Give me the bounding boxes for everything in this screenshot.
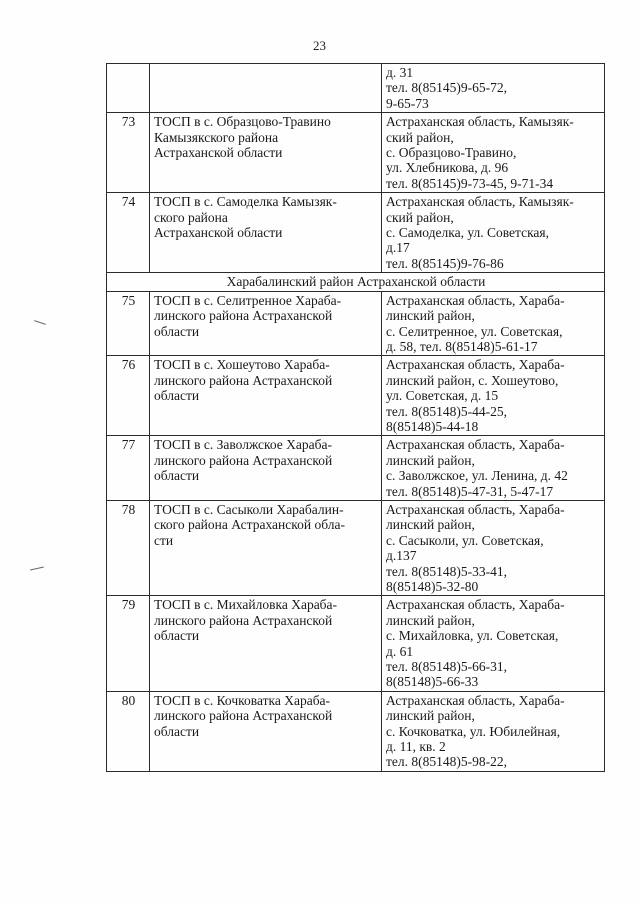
entry-number: 73: [107, 113, 150, 193]
entry-address-line: линский район, с. Хошеутово,: [386, 372, 559, 388]
entry-number: 78: [107, 500, 150, 595]
entry-address-line: линский район,: [386, 517, 475, 533]
entry-address-line: тел. 8(85148)5-47-31, 5-47-17: [386, 483, 554, 499]
entry-name-line: области: [154, 468, 200, 484]
registry-table: [106, 63, 605, 772]
entry-name-line: области: [154, 388, 200, 404]
entry-address-cell: [382, 356, 605, 436]
entry-address-line: с. Заволжское, ул. Ленина, д. 42: [386, 468, 568, 484]
entry-name-cell: [150, 113, 382, 193]
entry-name-cell: [150, 436, 382, 501]
entry-address-line: 8(85148)5-32-80: [386, 579, 479, 594]
entry-address-line: 9-65-73: [386, 95, 429, 111]
table-row: [107, 113, 605, 193]
table-row: [107, 436, 605, 501]
entry-number: 80: [107, 691, 150, 771]
entry-address-line: тел. 8(85145)9-73-45, 9-71-34: [386, 175, 554, 191]
entry-number: 79: [107, 596, 150, 691]
entry-name-cell: [150, 691, 382, 771]
table-row: [107, 193, 605, 273]
entry-name-line: ТОСП в с. Самоделка Камызяк-: [154, 194, 337, 210]
entry-address-line: 8(85148)5-66-33: [386, 674, 479, 690]
entry-name-line: ТОСП в с. Образцово-Травино: [154, 114, 331, 130]
entry-address-line: тел. 8(85148)5-66-31,: [386, 659, 507, 675]
entry-address-line: Астраханская область, Хараба-: [386, 292, 565, 308]
entry-name-line: ТОСП в с. Сасыколи Харабалин-: [154, 501, 344, 517]
entry-name-line: линского района Астраханской: [154, 308, 333, 324]
margin-mark: [34, 320, 46, 325]
entry-name-cell: [150, 291, 382, 356]
entry-number: 75: [107, 291, 150, 356]
entry-address-line: д. 11, кв. 2: [386, 739, 446, 755]
entry-address-line: линский район,: [386, 452, 475, 468]
entry-address-line: 8(85148)5-44-18: [386, 418, 479, 434]
page-number: 23: [313, 38, 326, 53]
entry-address-line: линский район,: [386, 612, 475, 628]
entry-address-cell: [382, 500, 605, 595]
entry-name-cell: [150, 193, 382, 273]
entry-name-line: ТОСП в с. Селитренное Хараба-: [154, 292, 342, 308]
district-title: Харабалинский район Астраханской области: [107, 273, 605, 291]
entry-name-line: ТОСП в с. Хошеутово Хараба-: [154, 357, 330, 373]
entry-address-line: с. Михайловка, ул. Советская,: [386, 628, 559, 644]
entry-address-line: д. 31: [386, 65, 414, 80]
margin-mark: [30, 567, 44, 571]
entry-name-line: ского района Астраханской обла-: [154, 517, 345, 533]
entry-address-line: Астраханская область, Хараба-: [386, 501, 565, 517]
entry-name-cell: [150, 500, 382, 595]
table-row: [107, 500, 605, 595]
entry-address-line: тел. 8(85148)5-33-41,: [386, 563, 507, 579]
entry-address-line: с. Кочковатка, ул. Юбилейная,: [386, 723, 561, 739]
entry-name-cell: [150, 356, 382, 436]
entry-address-line: с. Селитренное, ул. Советская,: [386, 323, 563, 339]
entry-name-line: ТОСП в с. Заволжское Хараба-: [154, 437, 333, 453]
entry-address-line: линский район,: [386, 708, 475, 724]
entry-name-cell: [150, 596, 382, 691]
entry-name-line: ТОСП в с. Кочковатка Хараба-: [154, 692, 331, 708]
table-row: [107, 356, 605, 436]
entry-name-line: ТОСП в с. Михайловка Хараба-: [154, 597, 338, 613]
entry-address-line: тел. 8(85145)9-65-72,: [386, 80, 507, 96]
entry-address-line: Астраханская область, Камызяк-: [386, 194, 574, 210]
table-row: [107, 596, 605, 691]
entry-number: 76: [107, 356, 150, 436]
district-header-row: [107, 273, 605, 291]
entry-address-cell: [382, 596, 605, 691]
entry-address-line: Астраханская область, Хараба-: [386, 597, 565, 613]
entry-address-line: Астраханская область, Хараба-: [386, 437, 565, 453]
entry-address-line: с. Самоделка, ул. Советская,: [386, 225, 550, 241]
entry-number: [107, 64, 150, 113]
entry-address-line: тел. 8(85148)5-98-22,: [386, 754, 507, 770]
entry-address-line: ский район,: [386, 129, 454, 145]
entry-address-line: линский район,: [386, 308, 475, 324]
entry-address-line: ский район,: [386, 209, 454, 225]
entry-address-line: тел. 8(85148)5-44-25,: [386, 403, 507, 419]
entry-name-line: Астраханской области: [154, 225, 283, 241]
entry-address-cell: [382, 436, 605, 501]
entry-address-cell: [382, 113, 605, 193]
entry-address-line: Астраханская область, Хараба-: [386, 692, 565, 708]
entry-address-cell: [382, 64, 605, 113]
entry-address-line: д. 61: [386, 643, 414, 659]
entry-address-line: ул. Хлебникова, д. 96: [386, 160, 509, 176]
entry-address-line: с. Сасыколи, ул. Советская,: [386, 532, 544, 548]
entry-address-line: Астраханская область, Камызяк-: [386, 114, 574, 130]
entry-address-cell: [382, 193, 605, 273]
table-row: [107, 691, 605, 771]
table-row: [107, 291, 605, 356]
entry-name-line: ского района: [154, 209, 228, 225]
entry-name-line: Астраханской области: [154, 145, 283, 161]
entry-address-line: с. Образцово-Травино,: [386, 145, 517, 161]
entry-name-cell: [150, 64, 382, 113]
entry-number: 77: [107, 436, 150, 501]
entry-address-cell: [382, 691, 605, 771]
entry-name-line: Камызякского района: [154, 129, 279, 145]
entry-address-line: ул. Советская, д. 15: [386, 388, 499, 404]
entry-name-line: линского района Астраханской: [154, 612, 333, 628]
entry-address-line: д.137: [386, 548, 417, 564]
entry-name-line: области: [154, 723, 200, 739]
entry-number: 74: [107, 193, 150, 273]
entry-address-line: тел. 8(85145)9-76-86: [386, 255, 504, 271]
entry-address-cell: [382, 291, 605, 356]
entry-name-line: сти: [154, 532, 174, 548]
entry-address-line: д.17: [386, 240, 410, 256]
table-row: [107, 64, 605, 113]
entry-name-line: линского района Астраханской: [154, 372, 333, 388]
entry-address-line: д. 58, тел. 8(85148)5-61-17: [386, 338, 538, 354]
entry-address-line: Астраханская область, Хараба-: [386, 357, 565, 373]
entry-name-line: области: [154, 323, 200, 339]
entry-name-line: линского района Астраханской: [154, 452, 333, 468]
entry-name-line: области: [154, 628, 200, 644]
entry-name-line: линского района Астраханской: [154, 708, 333, 724]
registry-table-body: [107, 64, 605, 772]
